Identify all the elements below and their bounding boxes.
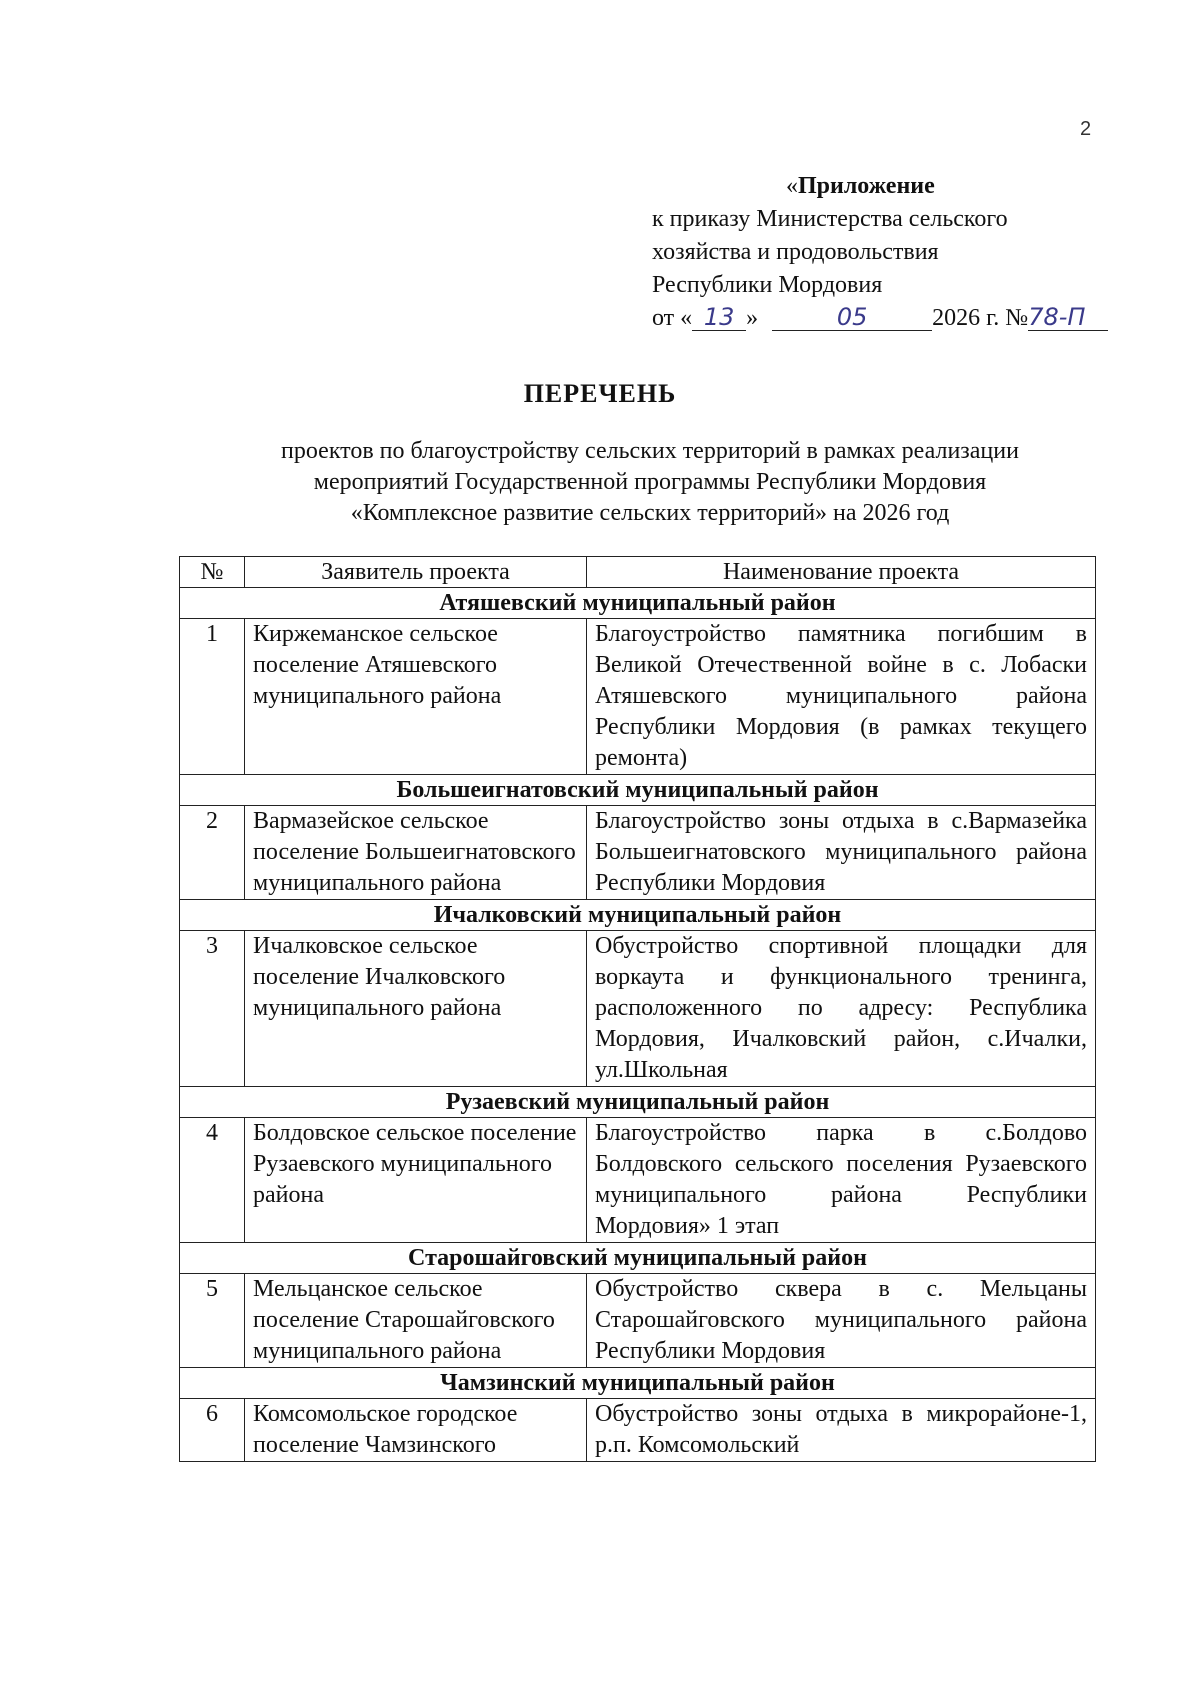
row-project-name: Благоустройство парка в с.Болдово Болдовского сельского поселения Рузаевского муниципального района Республики Мордовия» 1 этап	[587, 1118, 1096, 1243]
header-project-name: Наименование проекта	[587, 557, 1096, 588]
row-project-name: Обустройство зоны отдыха в микрорайоне-1, р.п. Комсомольский	[587, 1399, 1096, 1462]
date-prefix: от «	[652, 305, 693, 331]
row-project-name: Обустройство сквера в с. Мельцаны Старошайговского муниципального района Республики Мордовия	[587, 1274, 1096, 1368]
district-name: Чамзинский муниципальный район	[180, 1368, 1096, 1399]
order-number-field	[1028, 305, 1108, 331]
row-applicant: Ичалковское сельское поселение Ичалковского муниципального района	[245, 931, 587, 1087]
document-title: ПЕРЕЧЕНЬ	[523, 379, 677, 408]
row-applicant: Киржеманское сельское поселение Атяшевского муниципального района	[245, 619, 587, 775]
row-number: 1	[180, 619, 245, 775]
table-row	[180, 806, 1096, 900]
date-close-quote: »	[746, 305, 759, 331]
district-name: Атяшевский муниципальный район	[180, 588, 1096, 619]
table-header-row	[180, 557, 1096, 588]
table-row	[180, 931, 1096, 1087]
date-day: 13	[703, 303, 735, 331]
row-project-name: Благоустройство зоны отдыха в с.Вармазейка Большеигнатовского муниципального района Республики Мордовия	[587, 806, 1096, 900]
row-number: 6	[180, 1399, 245, 1462]
row-project-name: Благоустройство памятника погибшим в Великой Отечественной войне в с. Лобаски Атяшевского муниципального района Республики Мордовия (в рамках текущего ремонта)	[587, 619, 1096, 775]
appendix-line-1: к приказу Министерства сельского	[652, 206, 1008, 232]
order-number: 78-П	[1028, 303, 1086, 331]
table-row	[180, 1399, 1096, 1462]
row-number: 2	[180, 806, 245, 900]
district-name: Ичалковский муниципальный район	[180, 900, 1096, 931]
district-row	[180, 900, 1096, 931]
row-project-name: Обустройство спортивной площадки для воркаута и функционального тренинга, расположенного по адресу: Республика Мордовия, Ичалковский район, с.Ичалки, ул.Школьная	[587, 931, 1096, 1087]
appendix-block	[652, 170, 1122, 335]
subtitle-line-2: мероприятий Государственной программы Республики Мордовия	[313, 469, 987, 495]
district-name: Большеигнатовский муниципальный район	[180, 775, 1096, 806]
date-year-text: 2026 г. №	[932, 305, 1029, 331]
row-number: 5	[180, 1274, 245, 1368]
row-applicant: Болдовское сельское поселение Рузаевского муниципального района	[245, 1118, 587, 1243]
header-number: №	[180, 557, 245, 588]
document-subtitle	[180, 436, 1120, 529]
district-row	[180, 588, 1096, 619]
projects-table	[179, 556, 1096, 1462]
page-number: 2	[1080, 118, 1092, 140]
district-name: Старошайговский муниципальный район	[180, 1243, 1096, 1274]
row-number: 4	[180, 1118, 245, 1243]
district-name: Рузаевский муниципальный район	[180, 1087, 1096, 1118]
appendix-title-text: Приложение	[798, 173, 935, 199]
district-row	[180, 1368, 1096, 1399]
appendix-line-2: хозяйства и продовольствия	[652, 239, 939, 265]
date-month: 05	[836, 303, 868, 331]
table-row	[180, 1118, 1096, 1243]
row-number: 3	[180, 931, 245, 1087]
table-row	[180, 1274, 1096, 1368]
subtitle-line-3: «Комплексное развитие сельских территорий» на 2026 год	[350, 500, 950, 526]
row-applicant: Мельцанское сельское поселение Старошайговского муниципального района	[245, 1274, 587, 1368]
subtitle-line-1: проектов по благоустройству сельских территорий в рамках реализации	[281, 438, 1019, 464]
appendix-line-3: Республики Мордовия	[652, 272, 883, 298]
district-row	[180, 1243, 1096, 1274]
appendix-open-quote: «	[786, 173, 798, 199]
row-applicant: Комсомольское городское поселение Чамзинского	[245, 1399, 587, 1462]
district-row	[180, 1087, 1096, 1118]
header-applicant: Заявитель проекта	[245, 557, 587, 588]
table-row	[180, 619, 1096, 775]
appendix-title	[652, 170, 1122, 203]
row-applicant: Вармазейское сельское поселение Большеигнатовского муниципального района	[245, 806, 587, 900]
date-month-field	[772, 305, 932, 331]
appendix-date-line	[652, 302, 1122, 335]
date-day-field	[692, 305, 746, 331]
district-row	[180, 775, 1096, 806]
